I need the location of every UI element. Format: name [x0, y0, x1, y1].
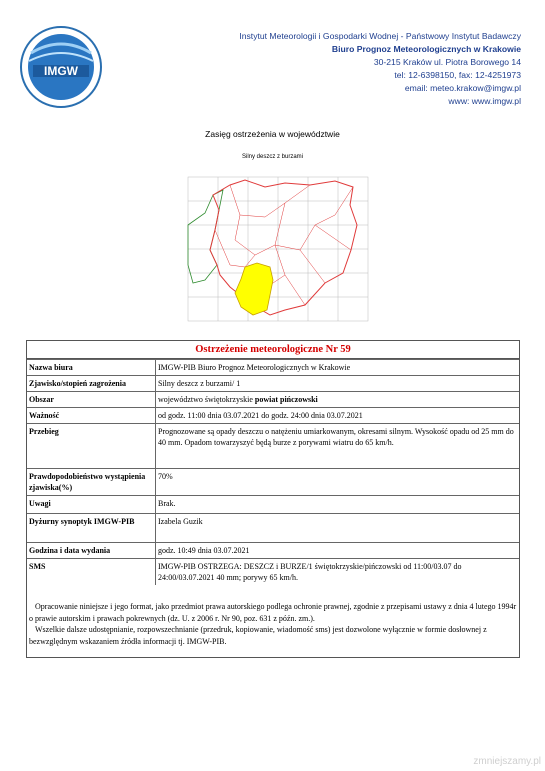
office-address: 30-215 Kraków ul. Piotra Borowego 14: [373, 57, 521, 67]
table-row: [27, 514, 519, 543]
row-value: IMGW-PIB Biuro Prognoz Meteorologicznych w Krakowie: [156, 360, 520, 376]
institute-header: [239, 30, 521, 108]
table-row: [27, 424, 519, 469]
table-row: [27, 559, 519, 586]
area-voivodeship: województwo świętokrzyskie: [158, 395, 255, 404]
distribution-paragraph: Wszelkie dalsze udostępnianie, rozpowszechnianie (przedruk, kopiowanie, wiadomość sms) jest dozwolone wyłącznie w formie dosłownej z bezwzględnym wskazaniem źródła informacji tj. IMGW-PIB.: [29, 625, 487, 646]
row-label: Nazwa biura: [27, 360, 156, 376]
highlighted-powiat: [235, 263, 273, 315]
table-row: [27, 543, 519, 559]
warning-table: [27, 359, 519, 585]
row-label: Godzina i data wydania: [27, 543, 156, 559]
row-value: godz. 10:49 dnia 03.07.2021: [156, 543, 520, 559]
row-value: 70%: [156, 469, 520, 496]
row-label: Przebieg: [27, 424, 156, 469]
table-row: [27, 392, 519, 408]
imgw-logo: [19, 25, 103, 109]
warning-title: Ostrzeżenie meteorologiczne Nr 59: [27, 341, 519, 359]
logo-text: IMGW: [44, 64, 78, 78]
row-label: Zjawisko/stopień zagrożenia: [27, 376, 156, 392]
row-label: Ważność: [27, 408, 156, 424]
copyright-paragraph: Opracowanie niniejsze i jego format, jako przedmiot prawa autorskiego podlega ochronie prawnej, zgodnie z przepisami ustawy z dnia 4 lutego 1994r o prawie autorskim i prawach pokrewnych (dz. U. z 2006 r. Nr 90, poz. 631 z późn. zm.).: [29, 602, 517, 623]
table-row: [27, 469, 519, 496]
row-value: Izabela Guzik: [156, 514, 520, 543]
row-value: od godz. 11:00 dnia 03.07.2021 do godz. 24:00 dnia 03.07.2021: [156, 408, 520, 424]
row-value: IMGW-PIB OSTRZEGA: DESZCZ i BURZE/1 świętokrzyskie/pińczowski od 11:00/03.07 do 24:00/03.07.2021 40 mm; porywy 65 km/h.: [156, 559, 520, 586]
table-row: [27, 360, 519, 376]
row-value: Prognozowane są opady deszczu o natężeniu umiarkowanym, okresami silnym. Wysokość opadu od 25 mm do 40 mm. Opadom towarzyszyć będą burze z porywami wiatru do 65 km/h.: [156, 424, 520, 469]
table-row: [27, 496, 519, 514]
table-row: [27, 408, 519, 424]
row-value: Brak.: [156, 496, 520, 514]
table-row: [27, 376, 519, 392]
row-label: Obszar: [27, 392, 156, 408]
row-label: Uwagi: [27, 496, 156, 514]
copyright-notice: [29, 601, 517, 647]
map-subtitle: Silny deszcz z burzami: [241, 154, 304, 160]
row-label: Prawdopodobieństwo wystąpienia zjawiska(%): [27, 469, 156, 496]
office-website[interactable]: www: www.imgw.pl: [448, 96, 521, 106]
area-powiat: powiat pińczowski: [254, 395, 318, 404]
row-value: Silny deszcz z burzami/ 1: [156, 376, 520, 392]
office-email[interactable]: email: meteo.krakow@imgw.pl: [404, 83, 521, 93]
row-label: SMS: [27, 559, 156, 586]
office-name: Biuro Prognoz Meteorologicznych w Krakowie: [331, 44, 521, 54]
row-label: Dyżurny synoptyk IMGW-PIB: [27, 514, 156, 543]
map-title: Zasięg ostrzeżenia w województwie: [205, 129, 340, 139]
office-phone: tel: 12-6398150, fax: 12-4251973: [394, 70, 521, 80]
warning-area-map: [175, 155, 373, 341]
watermark: zmniejszamy.pl: [473, 756, 541, 767]
institute-name: Instytut Meteorologii i Gospodarki Wodnej - Państwowy Instytut Badawczy: [239, 31, 521, 41]
row-value: [156, 392, 520, 408]
